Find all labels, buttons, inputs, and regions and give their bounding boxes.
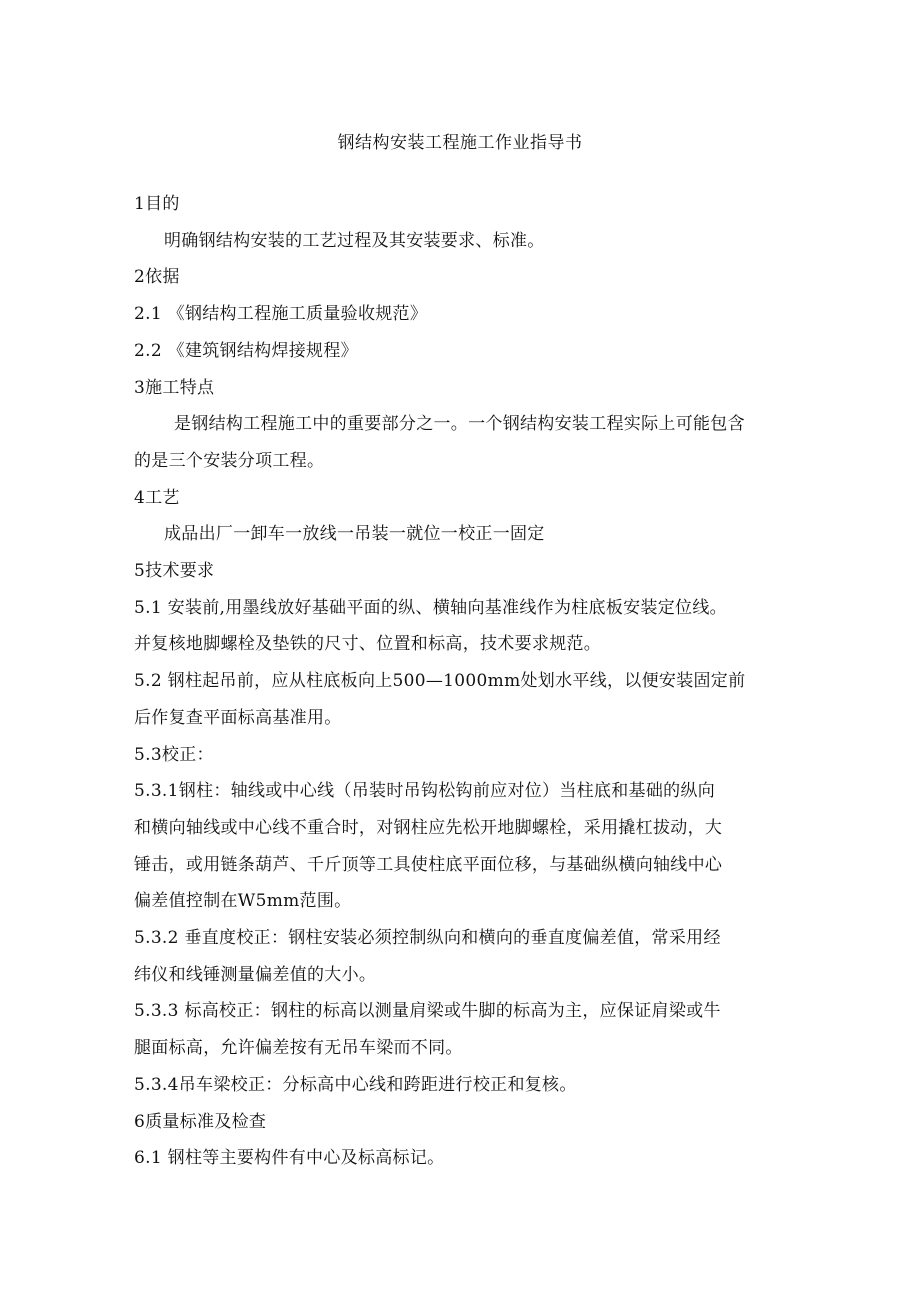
section-heading-quality: 6质量标准及检查 xyxy=(134,1111,267,1132)
section-heading-technical: 5技术要求 xyxy=(134,561,215,582)
technical-5-3-4: 5.3.4吊车梁校正：分标高中心线和跨距进行校正和复核。 xyxy=(134,1074,577,1095)
technical-5-3-heading: 5.3校正： xyxy=(134,744,214,765)
section-heading-basis: 2依据 xyxy=(134,267,180,288)
technical-5-3-3-line-1: 5.3.3 标高校正：钢柱的标高以测量肩梁或牛脚的标高为主，应保证肩梁或牛 xyxy=(134,1001,721,1022)
technical-5-3-1-line-3: 锤击，或用链条葫芦、千斤顶等工具使柱底平面位移，与基础纵横向轴线中心 xyxy=(134,854,723,875)
document-body xyxy=(134,186,784,1177)
technical-5-2-line-2: 后作复查平面标高基准用。 xyxy=(134,707,342,728)
technical-5-3-2-line-2: 纬仪和线锤测量偏差值的大小。 xyxy=(134,964,377,985)
features-text-line-2: 的是三个安装分项工程。 xyxy=(134,450,325,471)
technical-5-3-2-line-1: 5.3.2 垂直度校正：钢柱安装必须控制纵向和横向的垂直度偏差值，常采用经 xyxy=(134,928,721,949)
technical-5-3-3-line-2: 腿面标高，允许偏差按有无吊车梁而不同。 xyxy=(134,1038,463,1059)
process-text: 成品出厂一卸车一放线一吊装一就位一校正一固定 xyxy=(164,524,545,545)
purpose-text: 明确钢结构安装的工艺过程及其安装要求、标准。 xyxy=(164,230,545,251)
section-heading-features: 3施工特点 xyxy=(134,377,215,398)
section-heading-purpose: 1目的 xyxy=(134,194,180,214)
document-title: 钢结构安装工程施工作业指导书 xyxy=(337,133,583,153)
basis-item-2-1: 2.1 《钢结构工程施工质量验收规范》 xyxy=(134,304,428,325)
technical-5-2-line-1: 5.2 钢柱起吊前，应从柱底板向上500—1000mm处划水平线，以便安装固定前 xyxy=(134,671,746,692)
technical-5-1-line-1: 5.1 安装前,用墨线放好基础平面的纵、横轴向基准线作为柱底板安装定位线。 xyxy=(134,597,727,618)
basis-item-2-2: 2.2 《建筑钢结构焊接规程》 xyxy=(134,340,358,361)
technical-5-1-line-2: 并复核地脚螺栓及垫铁的尺寸、位置和标高，技术要求规范。 xyxy=(134,634,602,655)
quality-6-1: 6.1 钢柱等主要构件有中心及标高标记。 xyxy=(134,1148,445,1169)
technical-5-3-1-line-2: 和横向轴线或中心线不重合时，对钢柱应先松开地脚螺栓，采用撬杠拔动，大 xyxy=(134,817,723,838)
technical-5-3-1-line-4: 偏差值控制在W5mm范围。 xyxy=(134,891,352,912)
features-text-line-1: 是钢结构工程施工中的重要部分之一。一个钢结构安装工程实际上可能包含 xyxy=(174,414,745,435)
technical-5-3-1-line-1: 5.3.1钢柱：轴线或中心线（吊装时吊钩松钩前应对位）当柱底和基础的纵向 xyxy=(134,781,716,802)
section-heading-process: 4工艺 xyxy=(134,487,180,508)
